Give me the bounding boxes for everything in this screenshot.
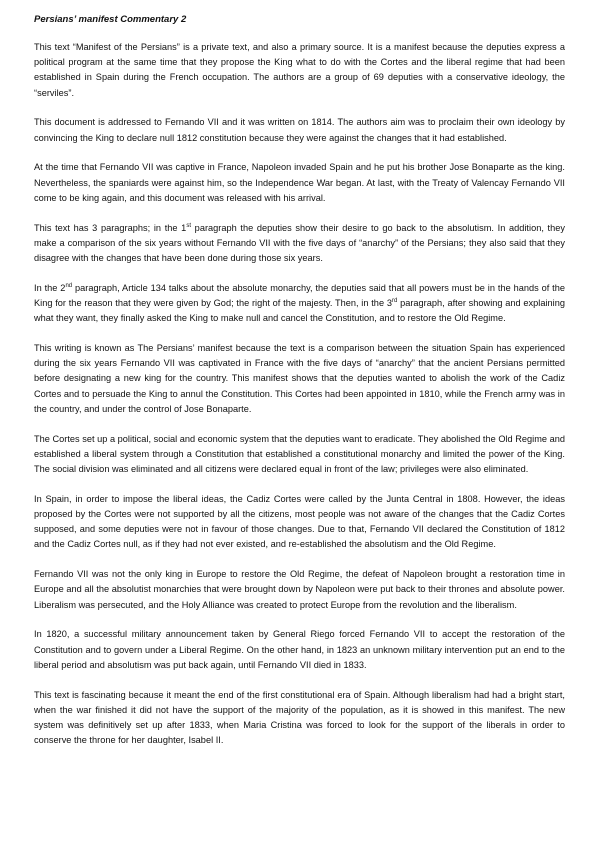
- paragraph-text: paragraph, Article 134 talks about the absolute monarchy, the deputies said that all powers must be in the hands of the King for the reason that they were given by God; the right of the majesty. Then, in the 3: [34, 282, 566, 309]
- paragraph-text: This document is addressed to Fernando VII and it was written on 1814. The authors aim was to proclaim their own ideology by convincing the King to declare null 1812 constitution because they were against the changes that it had established.: [34, 117, 565, 143]
- paragraph-text: This text has 3 paragraphs; in the 1: [34, 222, 187, 233]
- paragraph-7: [34, 432, 565, 478]
- paragraph-11: [34, 688, 565, 749]
- document-body: [34, 40, 565, 748]
- ordinal-suffix: st: [186, 222, 192, 229]
- paragraph-text: In Spain, in order to impose the liberal ideas, the Cadiz Cortes were called by the Junta Central in 1808. However, the ideas proposed by the Cortes were not supported by all the citizens, most people was not aware of the changes that the Cadiz Cortes supposed, and some deputies were not in favour of those changes. Due to that, Fernando VII declared the Constitution of 1812 and the Cadiz Cortes null, as if they had not ever existed, and re-established the absolutism and the Old Regime.: [34, 493, 565, 550]
- paragraph-text: This text is fascinating because it meant the end of the first constitutional era of Spain. Although liberalism had had a bright start, when the war finished it did not have the support of the majority of the population, as it is showed in this manifest. The new system was definitively set up after 1833, when Maria Cristina was forced to look for the support of the liberals in order to conserve the throne for her daughter, Isabel II.: [34, 689, 565, 746]
- paragraph-text: The Cortes set up a political, social and economic system that the deputies want to eradicate. They abolished the Old Regime and established a liberal system through a Constitution that established a constitutional monarchy and limited the power of the King. The social division was eliminated and all citizens were declared equal in front of the law; privileges were also eliminated.: [34, 433, 565, 475]
- ordinal-suffix: rd: [391, 298, 398, 305]
- paragraph-text: This text “Manifest of the Persians” is a private text, and also a primary source. It is a manifest because the deputies express a political program at the same time that they propose the King what to do with the Cortes and the liberal regime that had been established in Spain during the French occupation. The authors are a group of 69 deputies with a conservative ideology, the “serviles”.: [34, 42, 565, 98]
- paragraph-8: [34, 492, 565, 553]
- paragraph-4: [34, 221, 565, 267]
- paragraph-text: At the time that Fernando VII was captive in France, Napoleon invaded Spain and he put his brother Jose Bonaparte as the king. Nevertheless, the spaniards were against him, so the Independence War began. At last, with the Treaty of Valencay Fernando VII come to be king again, and this document was released with his arrival.: [34, 162, 565, 203]
- paragraph-1: [34, 40, 565, 101]
- paragraph-text: paragraph, after showing and explaining what they want, they finally asked the King to make null and cancel the Constitution, and to restore the Old Regime.: [34, 298, 565, 324]
- ordinal-suffix: nd: [65, 282, 73, 289]
- paragraph-6: [34, 341, 565, 417]
- paragraph-text: In 1820, a successful military announcement taken by General Riego forced Fernando VII to accept the restoration of the Constitution and to govern under a Liberal Regime. On the other hand, in 1823 an unknown military intervention put an end to the liberal period and absolutism was put back again, until Fernando VII died in 1833.: [34, 629, 565, 670]
- paragraph-text: In the 2: [34, 282, 66, 293]
- paragraph-3: [34, 160, 565, 206]
- document-page: [34, 13, 565, 763]
- paragraph-10: [34, 627, 565, 673]
- document-title: Persians’ manifest Commentary 2: [34, 14, 187, 25]
- paragraph-5: [34, 281, 565, 327]
- paragraph-text: paragraph the deputies show their desire to go back to the absolutism. In addition, they make a comparison of the six years without Fernando VII with the five days of “anarchy” of the Persians; they also said that they disagree with the changes that have been done during those six years.: [34, 222, 565, 264]
- paragraph-text: This writing is known as The Persians’ manifest because the text is a comparison between the situation Spain has experienced during the six years Fernando VII was captivated in France with the five days of “anarchy” that the ancient Persians permitted before designating a new king for the country. This manifest shows that the deputies wanted to abolish the work of the Cadiz Cortes and to persuade the King to annul the Constitution. This Cortes had been appointed in 1810, while the French army was in the country, and under the control of Jose Bonaparte.: [34, 343, 565, 414]
- paragraph-2: [34, 115, 565, 145]
- paragraph-text: Fernando VII was not the only king in Europe to restore the Old Regime, the defeat of Napoleon brought a restoration time in Europe and all the absolutist monarchies that were brought down by Napoleon were put back to their thrones and absolute power. Liberalism was persecuted, and the Holy Alliance was created to protect Europe from the revolution and the liberalism.: [34, 569, 565, 610]
- paragraph-9: [34, 567, 565, 613]
